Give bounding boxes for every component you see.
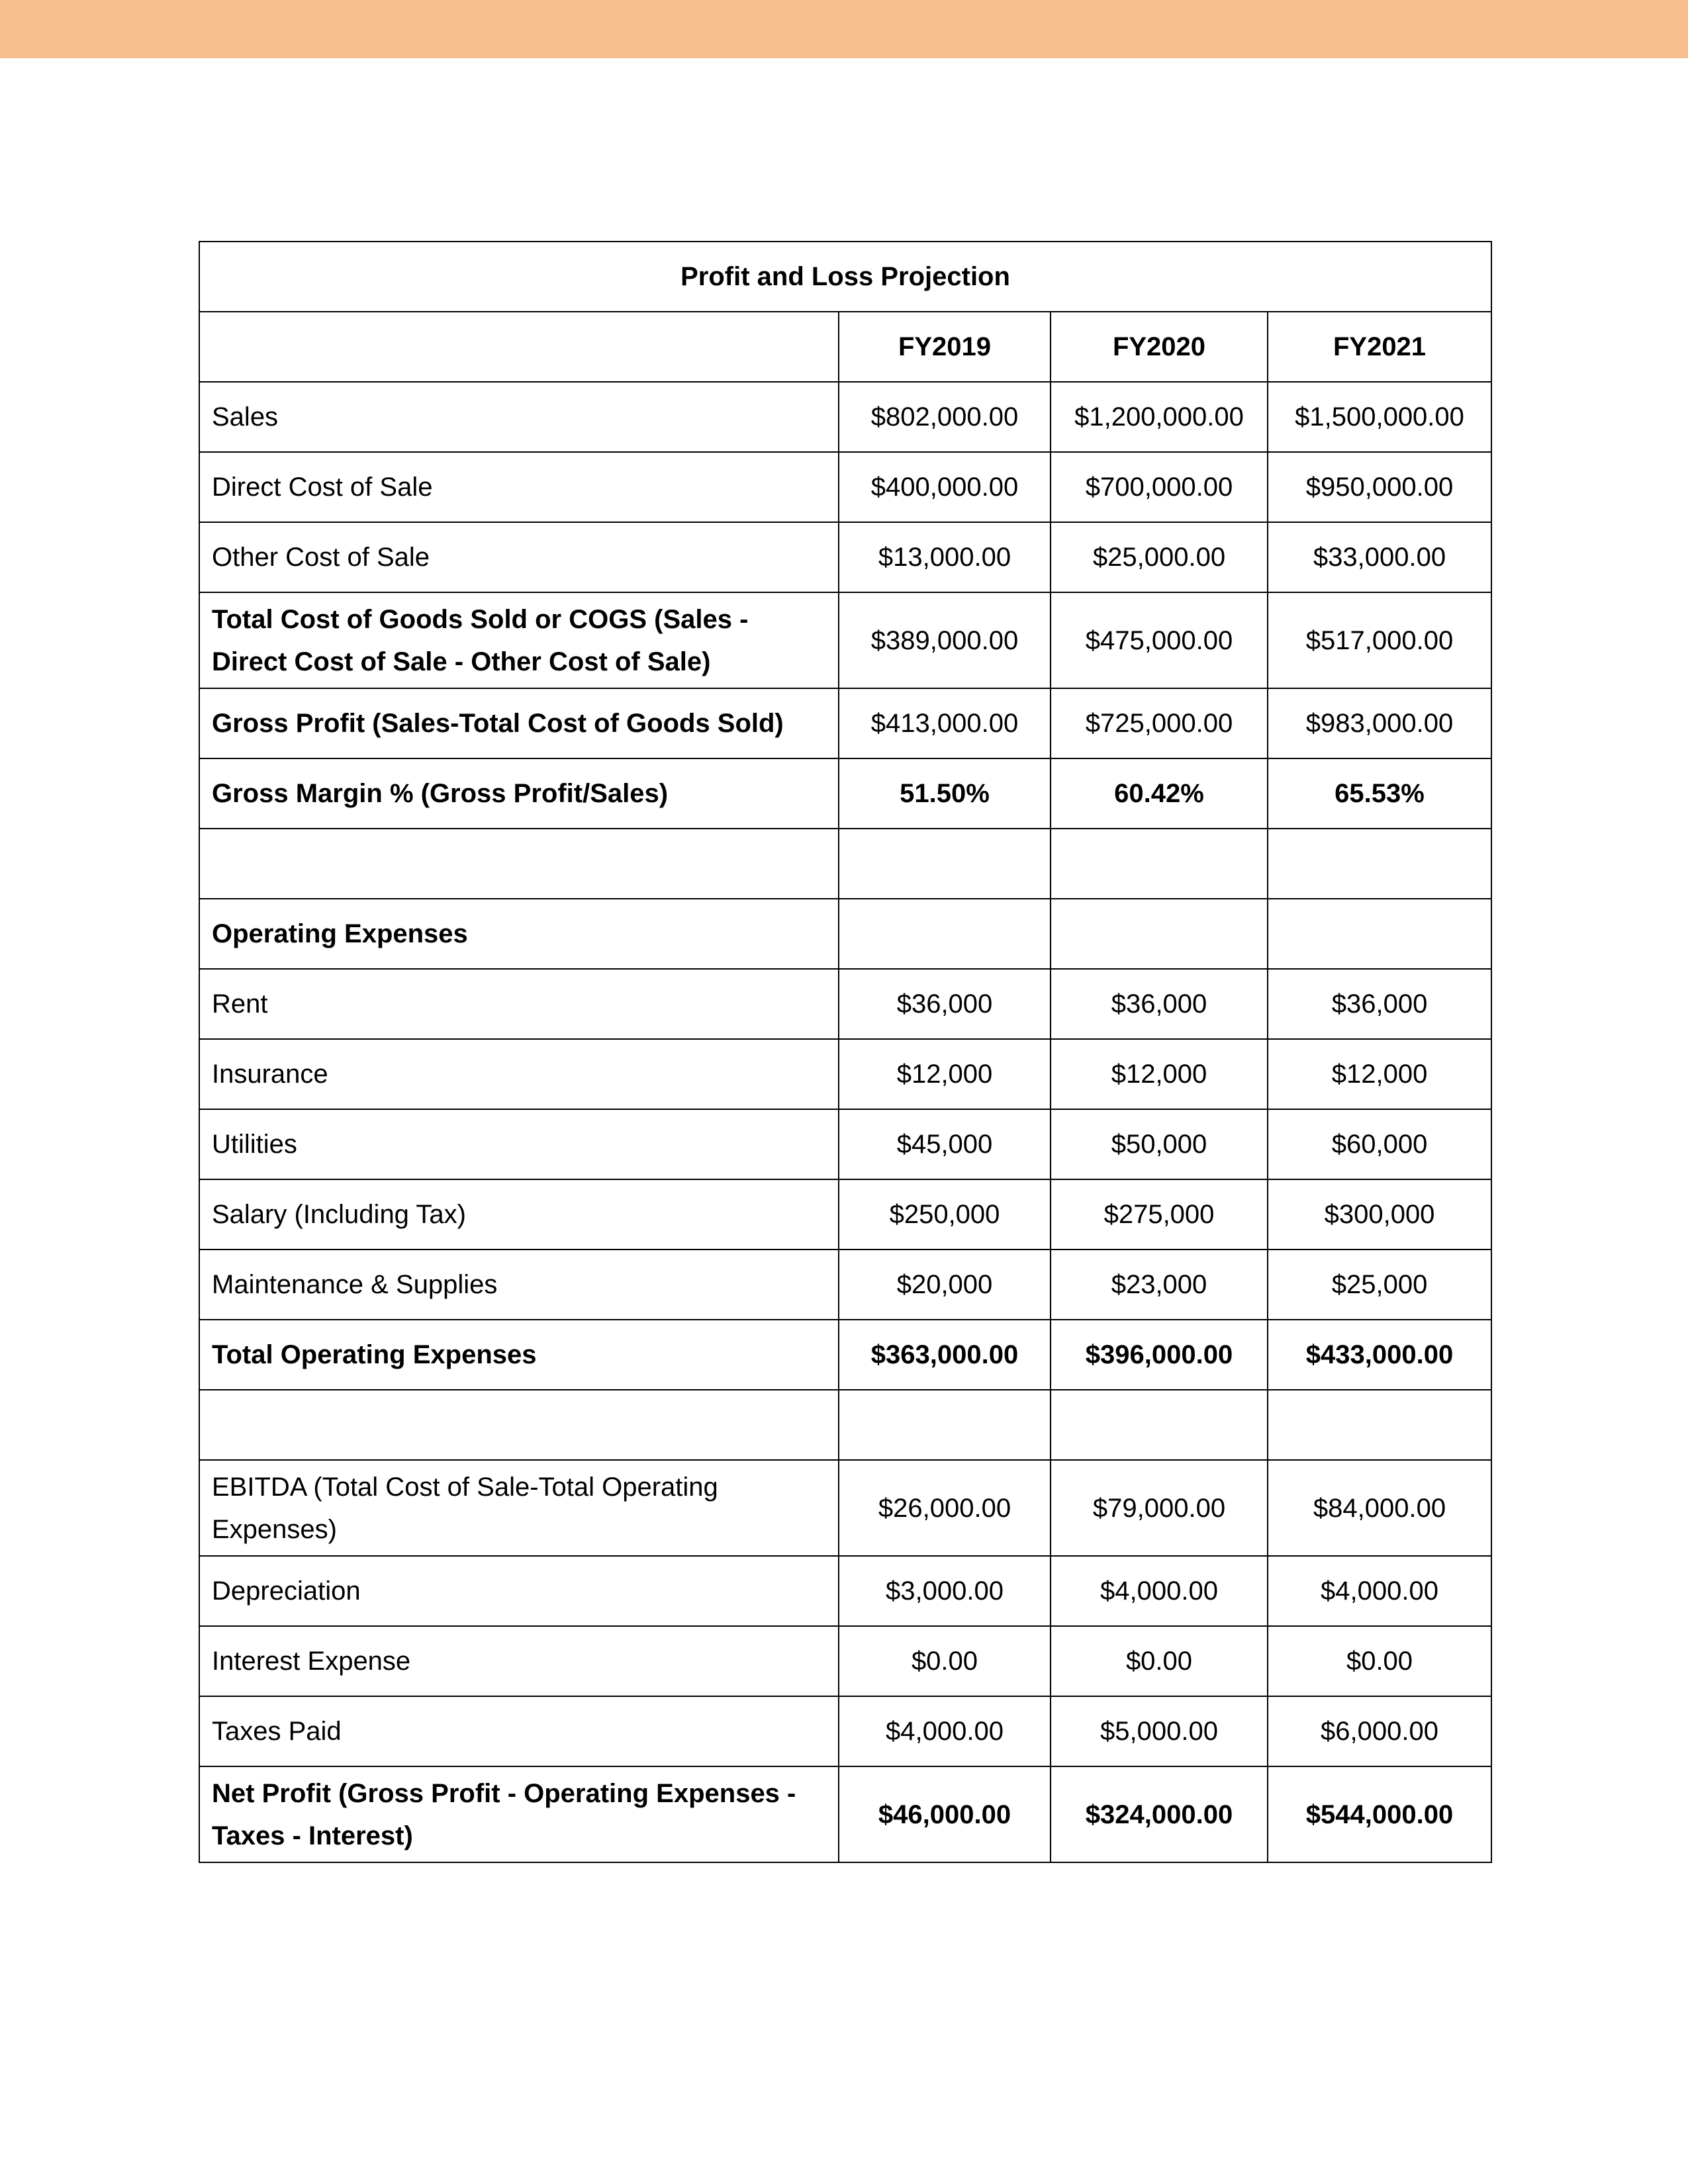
row-label: Net Profit (Gross Profit - Operating Expenses - Taxes - Interest) (199, 1766, 839, 1862)
table-row (199, 1109, 1491, 1179)
cell-fy2021: $6,000.00 (1268, 1696, 1491, 1766)
row-label: Total Operating Expenses (199, 1320, 839, 1390)
cell-fy2019 (839, 1390, 1051, 1460)
cell-fy2021: $36,000 (1268, 969, 1491, 1039)
cell-fy2020: $4,000.00 (1051, 1556, 1268, 1626)
cell-fy2019: $45,000 (839, 1109, 1051, 1179)
cell-fy2021: $4,000.00 (1268, 1556, 1491, 1626)
table-row (199, 1320, 1491, 1390)
table-row (199, 1460, 1491, 1556)
table-body (199, 382, 1491, 1862)
cell-fy2020 (1051, 829, 1268, 899)
row-label: Depreciation (199, 1556, 839, 1626)
cell-fy2021: $0.00 (1268, 1626, 1491, 1696)
cell-fy2020: $0.00 (1051, 1626, 1268, 1696)
cell-fy2021: $84,000.00 (1268, 1460, 1491, 1556)
cell-fy2019: $13,000.00 (839, 522, 1051, 592)
cell-fy2019: $802,000.00 (839, 382, 1051, 452)
cell-fy2019 (839, 899, 1051, 969)
cell-fy2020: $79,000.00 (1051, 1460, 1268, 1556)
table-row (199, 1626, 1491, 1696)
row-label: Gross Margin % (Gross Profit/Sales) (199, 758, 839, 829)
cell-fy2021: $433,000.00 (1268, 1320, 1491, 1390)
table-row (199, 1179, 1491, 1250)
column-header-fy2021: FY2021 (1268, 312, 1491, 382)
row-label: Total Cost of Goods Sold or COGS (Sales - Direct Cost of Sale - Other Cost of Sale) (199, 592, 839, 688)
cell-fy2020: $475,000.00 (1051, 592, 1268, 688)
cell-fy2020: $23,000 (1051, 1250, 1268, 1320)
cell-fy2019: $46,000.00 (839, 1766, 1051, 1862)
table-row (199, 1039, 1491, 1109)
row-label: EBITDA (Total Cost of Sale-Total Operating Expenses) (199, 1460, 839, 1556)
row-label (199, 1390, 839, 1460)
cell-fy2021: $33,000.00 (1268, 522, 1491, 592)
row-label: Insurance (199, 1039, 839, 1109)
row-label: Interest Expense (199, 1626, 839, 1696)
column-header-fy2019: FY2019 (839, 312, 1051, 382)
header-band (0, 0, 1688, 58)
cell-fy2020: $725,000.00 (1051, 688, 1268, 758)
cell-fy2020: $36,000 (1051, 969, 1268, 1039)
row-label: Taxes Paid (199, 1696, 839, 1766)
table-row (199, 452, 1491, 522)
cell-fy2020: 60.42% (1051, 758, 1268, 829)
table-row (199, 1766, 1491, 1862)
cell-fy2019: $250,000 (839, 1179, 1051, 1250)
row-label: Operating Expenses (199, 899, 839, 969)
cell-fy2019: $36,000 (839, 969, 1051, 1039)
cell-fy2021: $950,000.00 (1268, 452, 1491, 522)
cell-fy2019: $400,000.00 (839, 452, 1051, 522)
table-row (199, 382, 1491, 452)
cell-fy2020: $275,000 (1051, 1179, 1268, 1250)
cell-fy2021: $983,000.00 (1268, 688, 1491, 758)
cell-fy2021: $12,000 (1268, 1039, 1491, 1109)
cell-fy2019: $26,000.00 (839, 1460, 1051, 1556)
cell-fy2020: $700,000.00 (1051, 452, 1268, 522)
row-label: Maintenance & Supplies (199, 1250, 839, 1320)
cell-fy2020: $12,000 (1051, 1039, 1268, 1109)
table-row (199, 522, 1491, 592)
cell-fy2021: $1,500,000.00 (1268, 382, 1491, 452)
cell-fy2020 (1051, 1390, 1268, 1460)
table-row (199, 1250, 1491, 1320)
cell-fy2021: $60,000 (1268, 1109, 1491, 1179)
cell-fy2020: $25,000.00 (1051, 522, 1268, 592)
row-label: Gross Profit (Sales-Total Cost of Goods Sold) (199, 688, 839, 758)
table-row (199, 899, 1491, 969)
cell-fy2019: 51.50% (839, 758, 1051, 829)
row-label: Salary (Including Tax) (199, 1179, 839, 1250)
cell-fy2020: $5,000.00 (1051, 1696, 1268, 1766)
row-label (199, 829, 839, 899)
cell-fy2019 (839, 829, 1051, 899)
row-label: Other Cost of Sale (199, 522, 839, 592)
cell-fy2020: $396,000.00 (1051, 1320, 1268, 1390)
cell-fy2021: $544,000.00 (1268, 1766, 1491, 1862)
cell-fy2021: $25,000 (1268, 1250, 1491, 1320)
table-row (199, 1696, 1491, 1766)
cell-fy2019: $413,000.00 (839, 688, 1051, 758)
cell-fy2019: $20,000 (839, 1250, 1051, 1320)
cell-fy2019: $12,000 (839, 1039, 1051, 1109)
table-row (199, 969, 1491, 1039)
table-row (199, 1390, 1491, 1460)
row-label: Rent (199, 969, 839, 1039)
cell-fy2019: $4,000.00 (839, 1696, 1051, 1766)
cell-fy2021: 65.53% (1268, 758, 1491, 829)
row-label: Sales (199, 382, 839, 452)
column-header-fy2020: FY2020 (1051, 312, 1268, 382)
cell-fy2021: $517,000.00 (1268, 592, 1491, 688)
cell-fy2021 (1268, 899, 1491, 969)
cell-fy2019: $389,000.00 (839, 592, 1051, 688)
cell-fy2020: $324,000.00 (1051, 1766, 1268, 1862)
cell-fy2020 (1051, 899, 1268, 969)
row-label: Direct Cost of Sale (199, 452, 839, 522)
cell-fy2021 (1268, 829, 1491, 899)
cell-fy2019: $3,000.00 (839, 1556, 1051, 1626)
table-row (199, 758, 1491, 829)
table-title: Profit and Loss Projection (199, 242, 1491, 312)
table-row (199, 688, 1491, 758)
profit-loss-table (199, 241, 1492, 1863)
cell-fy2020: $50,000 (1051, 1109, 1268, 1179)
cell-fy2021: $300,000 (1268, 1179, 1491, 1250)
table-row (199, 829, 1491, 899)
table-row (199, 592, 1491, 688)
row-label: Utilities (199, 1109, 839, 1179)
cell-fy2020: $1,200,000.00 (1051, 382, 1268, 452)
cell-fy2021 (1268, 1390, 1491, 1460)
table-title-row (199, 242, 1491, 312)
cell-fy2019: $363,000.00 (839, 1320, 1051, 1390)
table-row (199, 1556, 1491, 1626)
table-header-row (199, 312, 1491, 382)
cell-fy2019: $0.00 (839, 1626, 1051, 1696)
header-blank-cell (199, 312, 839, 382)
